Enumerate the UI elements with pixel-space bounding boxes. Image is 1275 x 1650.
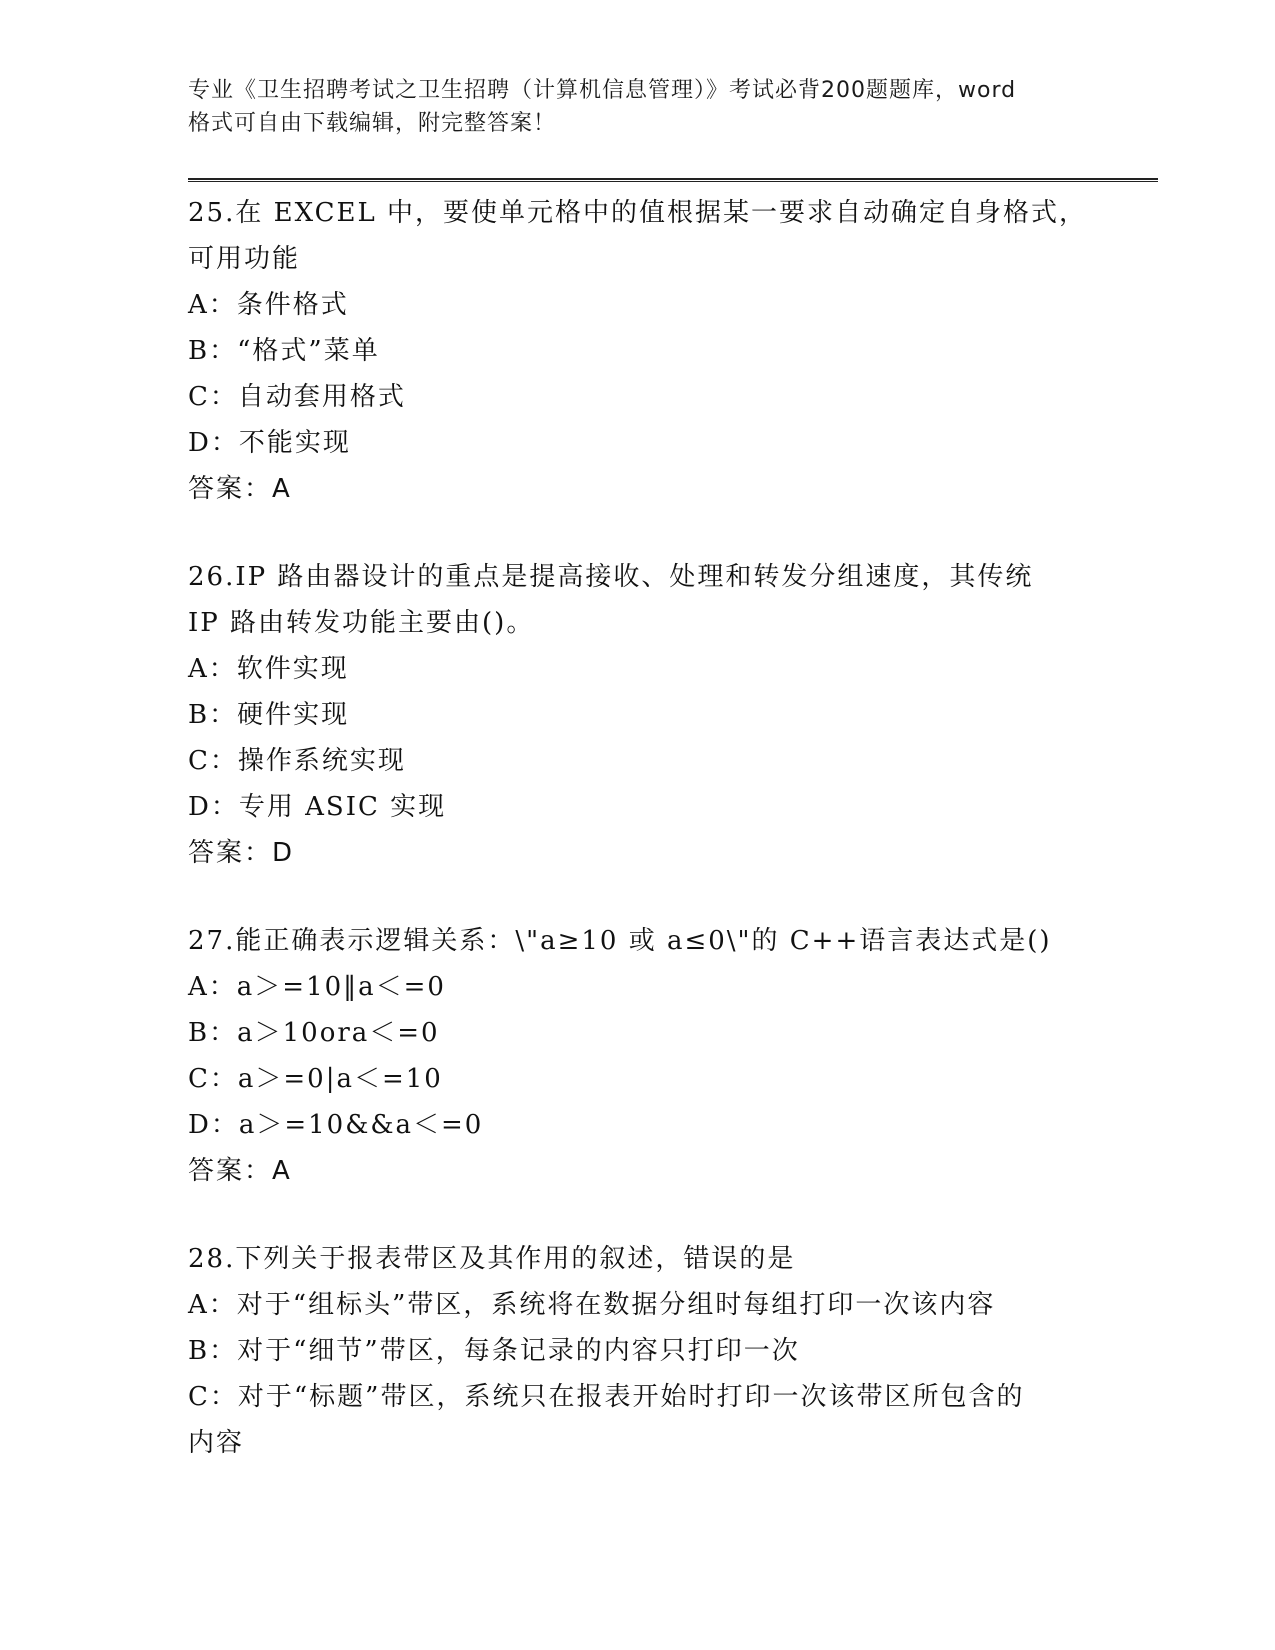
header-divider [188,178,1158,182]
option-c-continued: 内容 [188,1428,245,1458]
answer: 答案：A [188,1156,292,1186]
option-c: C：自动套用格式 [188,382,406,412]
question-stem: 26.IP 路由器设计的重点是提高接收、处理和转发分组速度，其传统 [188,562,1034,592]
question-stem: 28.下列关于报表带区及其作用的叙述，错误的是 [188,1244,796,1274]
question-stem: 25.在 EXCEL 中，要使单元格中的值根据某一要求自动确定自身格式， [188,198,1088,228]
option-a: A：条件格式 [188,290,349,320]
option-b: B：对于“细节”带区，每条记录的内容只打印一次 [188,1336,800,1366]
question-27 [188,918,1148,1194]
header-line-2: 格式可自由下载编辑，附完整答案！ [188,111,557,136]
option-b: B：硬件实现 [188,700,350,730]
option-a: A：a＞=10‖a＜=0 [188,972,446,1002]
question-stem-continued: 可用功能 [188,244,301,274]
option-b: B：“格式”菜单 [188,336,380,366]
option-c: C：a＞=0|a＜=10 [188,1064,443,1094]
option-d: D：专用 ASIC 实现 [188,792,447,822]
option-b: B：a＞10ora＜=0 [188,1018,440,1048]
question-28 [188,1236,1148,1466]
option-c: C：操作系统实现 [188,746,406,776]
question-25 [188,190,1148,512]
option-a: A：对于“组标头”带区，系统将在数据分组时每组打印一次该内容 [188,1290,996,1320]
option-d: D：a＞=10&&a＜=0 [188,1110,484,1140]
header-line-1: 专业《卫生招聘考试之卫生招聘（计算机信息管理）》考试必背200题题库，word [188,78,1017,103]
option-a: A：软件实现 [188,654,349,684]
answer: 答案：A [188,474,292,504]
question-list [188,190,1148,1508]
question-stem-continued: IP 路由转发功能主要由()。 [188,608,535,638]
answer: 答案：D [188,838,295,868]
option-d: D：不能实现 [188,428,351,458]
option-c: C：对于“标题”带区，系统只在报表开始时打印一次该带区所包含的 [188,1382,1025,1412]
document-header [188,74,1088,140]
question-stem: 27.能正确表示逻辑关系：\"a≥10 或 a≤0\"的 C++语言表达式是() [188,926,1052,956]
question-26 [188,554,1148,876]
